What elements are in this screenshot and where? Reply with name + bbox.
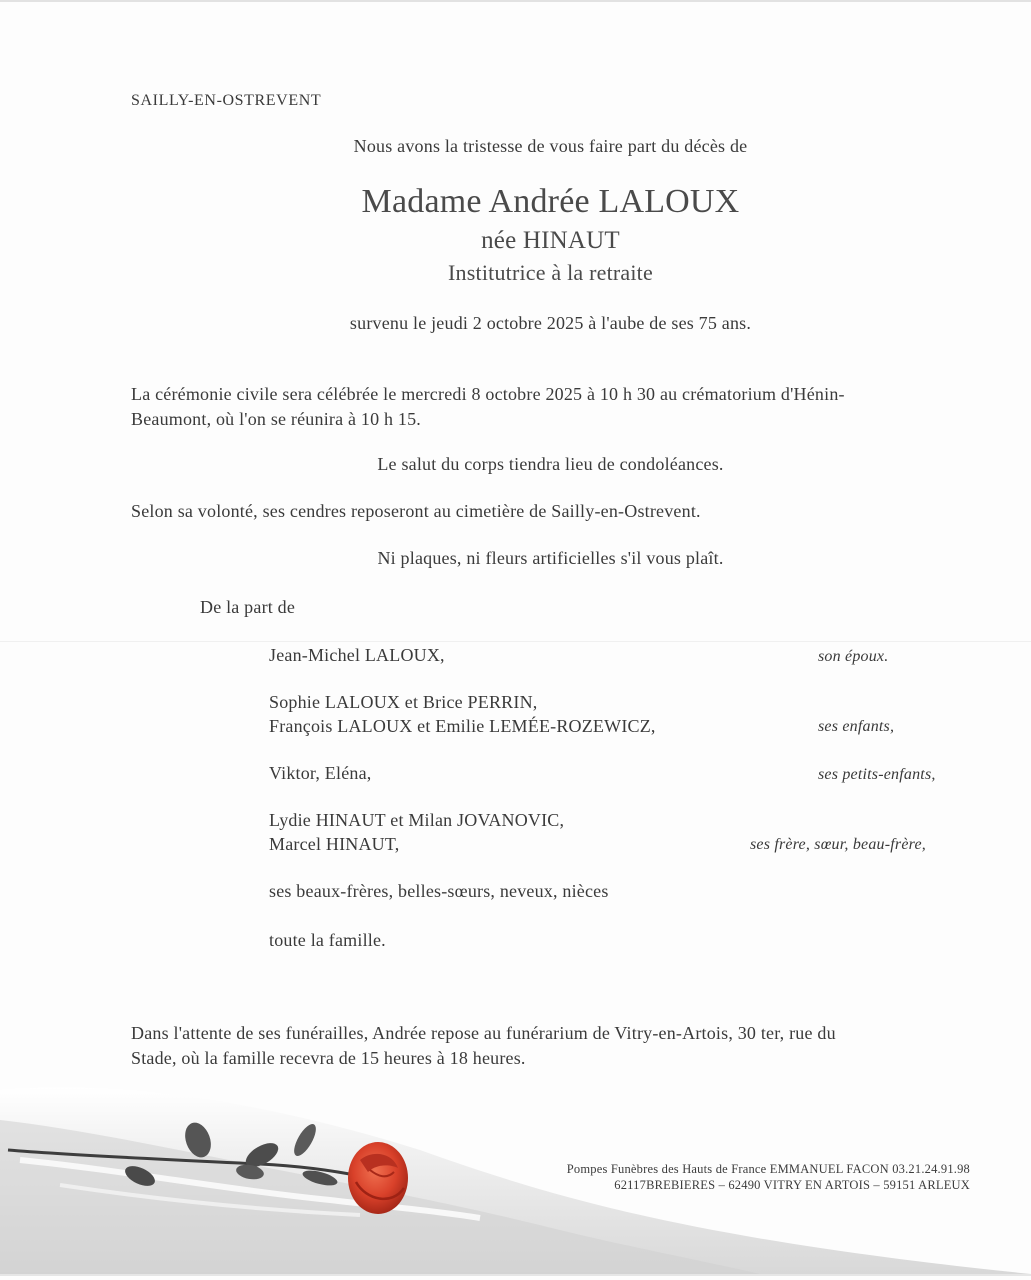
top-border (0, 0, 1031, 2)
family-line: Sophie LALOUX et Brice PERRIN, (269, 692, 538, 712)
ceremony-line: Beaumont, où l'on se réunira à 10 h 15. (131, 409, 421, 429)
ceremony-paragraph (131, 382, 931, 432)
profession: Institutrice à la retraite (448, 260, 653, 285)
family-line: Jean-Michel LALOUX, (269, 645, 445, 665)
family-line: François LALOUX et Emilie LEMÉE-ROZEWICZ, (269, 716, 656, 736)
salut-text: Le salut du corps tiendra lieu de condoléances. (377, 454, 724, 474)
family-line: Marcel HINAUT, (269, 834, 400, 854)
maiden-name: née HINAUT (481, 227, 620, 254)
no-plaques-text: Ni plaques, ni fleurs artificielles s'il vous plaît. (377, 548, 724, 568)
family-role: ses frère, sœur, beau-frère, (750, 836, 926, 853)
family-role: son époux. (818, 648, 889, 665)
funeral-director-line: Pompes Funèbres des Hauts de France EMMANUEL FACON 03.21.24.91.98 (566, 1162, 970, 1176)
intro-text: Nous avons la tristesse de vous faire part du décès de (353, 136, 748, 156)
from-label: De la part de (200, 597, 296, 617)
fold-line (0, 641, 1031, 642)
ashes-text: Selon sa volonté, ses cendres reposeront au cimetière de Sailly-en-Ostrevent. (131, 501, 701, 521)
family-line: Lydie HINAUT et Milan JOVANOVIC, (269, 810, 565, 830)
death-date: survenu le jeudi 2 octobre 2025 à l'aube de ses 75 ans. (349, 313, 752, 333)
family-line: ses beaux-frères, belles-sœurs, neveux, nièces (269, 881, 609, 901)
funeral-line: Dans l'attente de ses funérailles, Andrée repose au funérarium de Vitry-en-Artois, 30 ter, rue du (131, 1023, 836, 1043)
rose-bloom (348, 1142, 408, 1214)
town-heading: SAILLY-EN-OSTREVENT (131, 92, 322, 109)
family-role: ses petits-enfants, (818, 766, 936, 783)
deceased-name: Madame Andrée LALOUX (361, 183, 740, 220)
ceremony-line: La cérémonie civile sera célébrée le mercredi 8 octobre 2025 à 10 h 30 au crématorium d'Hénin- (131, 384, 845, 404)
family-line: toute la famille. (269, 930, 386, 950)
funeral-director-address: 62117BREBIERES – 62490 VITRY EN ARTOIS – 59151 ARLEUX (614, 1178, 970, 1192)
family-role: ses enfants, (818, 718, 895, 735)
bottom-border (0, 1274, 1031, 1276)
family-line: Viktor, Eléna, (269, 763, 372, 783)
funeral-line: Stade, où la famille recevra de 15 heures à 18 heures. (131, 1048, 526, 1068)
